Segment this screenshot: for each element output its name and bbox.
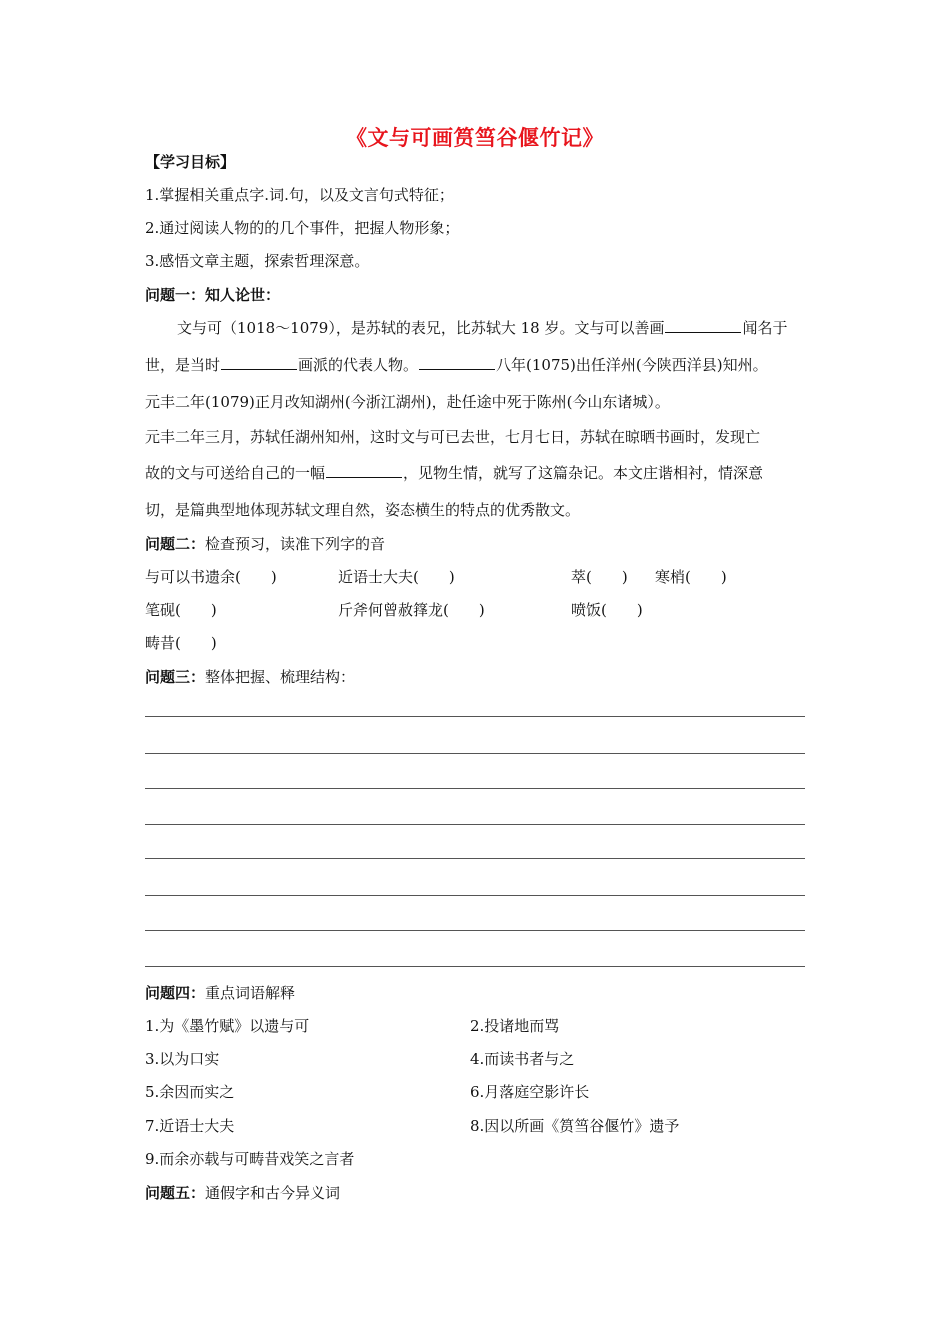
q5-heading: [145, 1183, 340, 1203]
pron-item: 笔砚( ): [145, 601, 217, 619]
q3-heading: [145, 667, 355, 687]
vocab-item: 5.余因而实之: [145, 1083, 235, 1101]
q3-label: 问题三：: [145, 668, 206, 686]
vocab-item: 7.近语士大夫: [145, 1117, 235, 1135]
document-title: 《文与可画筼筜谷偃竹记》: [346, 125, 604, 150]
answer-line[interactable]: [145, 858, 805, 859]
q1-heading: 问题一：知人论世：: [145, 286, 281, 304]
fill-blank[interactable]: [221, 355, 297, 370]
q4-text: 重点词语解释: [205, 984, 296, 1002]
fill-blank[interactable]: [326, 463, 402, 478]
vocab-item: 1.为《墨竹赋》以遗与可: [145, 1017, 310, 1035]
q2-label: 问题二：: [145, 535, 206, 553]
q4-heading: [145, 983, 295, 1003]
pron-item: 喷饭( ): [571, 601, 643, 619]
q1-text: 闻名于: [742, 319, 788, 337]
q5-text: 通假字和古今异义词: [205, 1184, 341, 1202]
fill-blank[interactable]: [665, 318, 741, 333]
goal-item-3: 3.感悟文章主题，探索哲理深意。: [145, 252, 370, 270]
answer-line[interactable]: [145, 930, 805, 931]
vocab-item: 8.因以所画《筼筜谷偃竹》遗予: [470, 1117, 680, 1135]
q5-label: 问题五：: [145, 1184, 206, 1202]
answer-line[interactable]: [145, 788, 805, 789]
q1-paragraph-line-4: 元丰二年三月，苏轼任湖州知州，这时文与可已去世，七月七日，苏轼在晾晒书画时，发现亡: [145, 428, 761, 446]
fill-blank[interactable]: [419, 355, 495, 370]
goal-item-2: 2.通过阅读人物的的几个事件，把握人物形象；: [145, 219, 460, 237]
answer-line[interactable]: [145, 753, 805, 754]
q1-paragraph-line-2: [145, 355, 768, 375]
q1-text: 八年(1075)出任洋州(今陕西洋县)知州。: [496, 356, 768, 374]
pron-item: 近语士大夫( ): [338, 568, 455, 586]
answer-line[interactable]: [145, 716, 805, 717]
q1-text: ，见物生情，就写了这篇杂记。本文庄谐相衬，情深意: [403, 464, 764, 482]
pron-item: 斤斧何曾赦箨龙( ): [338, 601, 485, 619]
q1-paragraph-line-5: [145, 463, 763, 483]
vocab-item: 9.而余亦载与可畴昔戏笑之言者: [145, 1150, 355, 1168]
q2-heading: [145, 534, 385, 554]
q1-text: 世，是当时: [145, 356, 221, 374]
q1-text: 故的文与可送给自己的一幅: [145, 464, 326, 482]
answer-line[interactable]: [145, 966, 805, 967]
pron-item: 寒梢( ): [655, 568, 727, 586]
answer-line[interactable]: [145, 824, 805, 825]
q4-label: 问题四：: [145, 984, 206, 1002]
q1-text: 画派的代表人物。: [298, 356, 419, 374]
pron-item: 与可以书遗余( ): [145, 568, 277, 586]
goal-item-1: 1.掌握相关重点字.词.句，以及文言句式特征；: [145, 186, 454, 204]
pron-item: 萃( ): [571, 568, 628, 586]
vocab-item: 3.以为口实: [145, 1050, 220, 1068]
answer-line[interactable]: [145, 895, 805, 896]
q2-text: 检查预习，读准下列字的音: [205, 535, 386, 553]
q1-paragraph-line-1: [177, 318, 788, 338]
q3-text: 整体把握、梳理结构：: [205, 668, 356, 686]
q1-paragraph-line-3: 元丰二年(1079)正月改知湖州(今浙江湖州)，赴任途中死于陈州(今山东诸城）。: [145, 393, 670, 411]
vocab-item: 2.投诸地而骂: [470, 1017, 560, 1035]
pron-item: 畴昔( ): [145, 634, 217, 652]
goals-heading: 【学习目标】: [145, 153, 236, 171]
vocab-item: 6.月落庭空影许长: [470, 1083, 590, 1101]
vocab-item: 4.而读书者与之: [470, 1050, 575, 1068]
q1-text: 文与可（1018～1079），是苏轼的表兄，比苏轼大 18 岁。文与可以善画: [177, 319, 665, 337]
q1-paragraph-line-6: 切，是篇典型地体现苏轼文理自然，姿态横生的特点的优秀散文。: [145, 501, 581, 519]
